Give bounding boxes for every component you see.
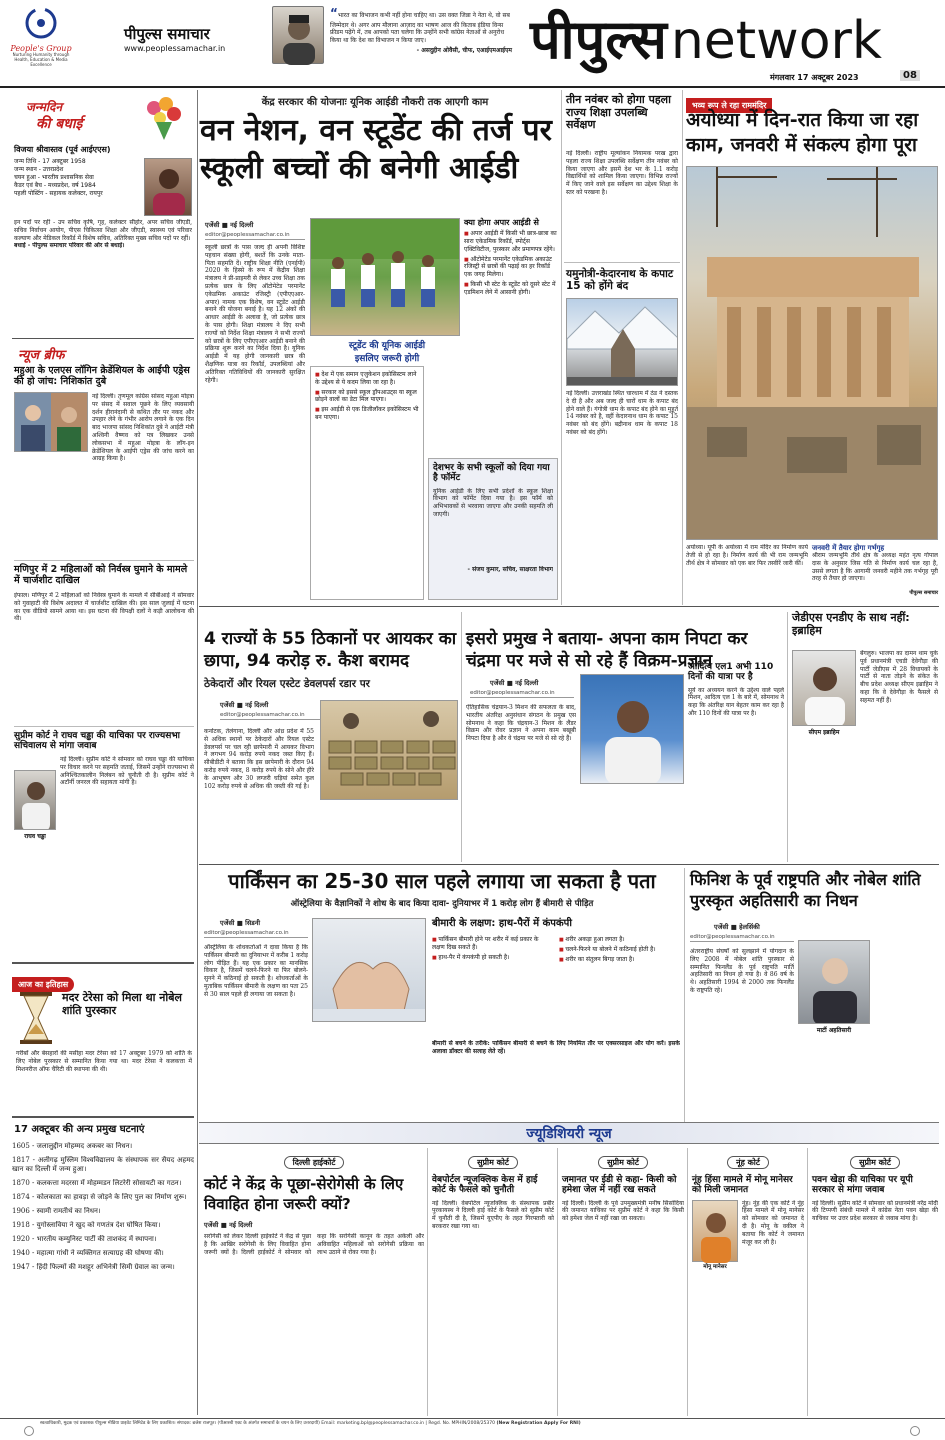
mid-bullet: ■ सरकार को इससे स्कूल ड्रॉपआउट्स या स्कूल छोड़ने वालों का डेटा मिल पाएगा।: [315, 389, 419, 405]
brief-2-title: मणिपुर में 2 महिलाओं को निर्वस्त्र घुमाने के मामले में चार्जशीट दाखिल: [14, 564, 188, 586]
lead-headline: वन नेशन, वन स्टूडेंट की तर्ज पर स्कूली बच्चों की बनेगी आईडी: [200, 113, 552, 187]
symptom-item: ■ शरीर अकड़ा हुआ लगता है।: [559, 936, 680, 944]
jud-3-title: जमानत पर ईडी से कहा- किसी को हमेशा जेल में नहीं रख सकते: [562, 1175, 677, 1196]
jud-1-tag: दिल्ली हाईकोर्ट: [284, 1156, 345, 1169]
jud-col-4: [692, 1150, 804, 1416]
survey-text: नई दिल्ली। राष्ट्रीय मूल्यांकन नियामक परख द्वारा पहला राज्य शिक्षा उपलब्धि सर्वेक्षण तीन नवंबर को किया जाएगा और इसमें देश भर के 1.1 करोड़ विद्यार्थियों को शामिल किया जाएगा। विभिन्न राज्यों में किए जाने वाले इस सर्वेक्षण का उद्देश्य शिक्षा के स्तर को परखना है।: [566, 150, 678, 196]
finland-email: editor@peoplessamachar.co.in: [690, 934, 794, 942]
lead-text: स्कूली छात्रों के पास जल्द ही अपनी विशिष्ट पहचान संख्या होगी, बशर्ते कि उनके माता-पिता सहमति दें। राष्ट्रीय शिक्षा नीति (एनईपी) 2020 के हिस्से के रूप में केंद्रीय शिक्षा मंत्रालय ने प्री-प्राइमरी से लेकर उच्च शिक्षा तक प्रत्येक छात्र के लिए ऑटोमेटेड परमानेंट एकेडमिक अकाउंट रजिस्ट्री (एपीएएआर-अपार) नामक एक विशेष, वन स्टूडेंट आईडी बनाने की योजना बनाई है। यह 12 अंकों की आधार आईडी के अलावा है, जो प्रत्येक छात्र के पास होगी। शिक्षा मंत्रालय ने दिए सभी राज्यों को निर्देश शिक्षा मंत्रालय ने सभी राज्यों को छात्रों के लिए एपीएएआर आईडी बनाने की प्रक्रिया शुरू करने का निर्देश दिया है। यूनिक आईडी में यह होगी जानकारी छात्र की शैक्षणिक यात्रा का रिकॉर्ड, उपलब्धियां और अतिरिक्त गतिविधियों की जानकारी सुरक्षित रहेगी।: [205, 244, 305, 384]
ram-tag: भव्य रूप ले रहा राममंदिर: [686, 93, 772, 113]
raid-text-2: [320, 804, 458, 858]
person-silhouette-icon: [793, 651, 856, 726]
event-item: 1947 - हिंदी फिल्मों की मशहूर अभिनेत्री सिमी ग्रेवाल का जन्म।: [12, 1263, 175, 1272]
parkinson-photo: [312, 918, 426, 1022]
isro-headline: इसरो प्रमुख ने बताया- अपना काम निपटा कर चंद्रमा पर मजे से सो रहे हैं विक्रम-प्रज्ञान: [466, 629, 748, 672]
lead-mid-bullets: [310, 366, 424, 600]
lead-kicker: केंद्र सरकार की योजनाः यूनिक आईडी नौकरी तक आएगी काम: [261, 97, 489, 108]
event-item: 1940 - महात्मा गांधी ने व्यक्तिगत सत्याग्रह की घोषणा की।: [12, 1249, 164, 1258]
parkinson-headline: पार्किंसन का 25-30 साल पहले लगाया जा सकता है पता: [228, 869, 656, 893]
birthday-wish: बधाई - पीपुल्स समाचार परिवार की ओर से बधाई।: [14, 242, 125, 250]
isro-byline: एजेंसी ■ नई दिल्ली: [490, 679, 539, 687]
finland-caption: मार्टी अहतिसारी: [816, 1027, 852, 1034]
ram-headline: अयोध्या में दिन-रात किया जा रहा काम, जनवरी में संकल्प होगा पूरा: [686, 109, 919, 156]
birthday-photo: [144, 158, 192, 216]
kedarnath-title: यमुनोत्री-केदारनाथ के कपाट 15 को होंगे बंद: [566, 268, 674, 293]
event-item: 1920 - भारतीय कम्युनिस्ट पार्टी की ताशकंद में स्थापना।: [12, 1235, 157, 1244]
history-title: मदर टेरेसा को मिला था नोबेल शांति पुरस्कार: [62, 991, 182, 1017]
jud-3-tag: सुप्रीम कोर्ट: [598, 1156, 648, 1169]
mid-bullet: ■ देश में एक समान एजुकेशन इकोसिस्टम लाने के उद्देश्य से ये कदम लिया जा रहा है।: [315, 371, 419, 387]
format-box-title: देशभर के सभी स्कूलों को दिया गया है फॉर्मेट: [433, 463, 550, 484]
raid-email: editor@peoplessamachar.co.in: [220, 712, 320, 720]
footer-rni: (New Registration Apply For RNI): [496, 1421, 581, 1426]
parkinson-text: ऑस्ट्रेलिया के शोधकर्ताओं ने दावा किया है कि पार्किंसन बीमारी का दुनियाभर में करीब 1 करोड़ लोग पीड़ित हैं। यह एक प्रकार का मानसिक विकार है, जिसमें चलने-फिरने या फिर बोलने-सुनने में कठिनाई हो सकती है। शोधकर्ताओं के मुताबिक पार्किंसन बीमारी के लक्षण का पता 25 से 30 साल पहले ही लगाया जा सकता है।: [204, 944, 308, 998]
birthday-text: इन पदों पर रहीं - उप सचिव कृषि, गृह, कलेक्टर सीहोर, अपर सचिव जीएडी, सचिव निर्वाचन आयोग, पीएस चिकित्सा शिक्षा और जीएडी, स्वास्थ्य एवं परिवार कल्याण और मेडिकल रिकॉर्ड में विशेष सचिव, अतिरिक्त मुख्य सचिव पदों पर रहीं।: [14, 219, 192, 242]
raid-byline: एजेंसी ■ नई दिल्ली: [220, 701, 269, 709]
isro-text: ऐतिहासिक चंद्रयान-3 मिशन की सफलता के बाद, भारतीय अंतरिक्ष अनुसंधान संगठन के प्रमुख एस सोमनाथ ने कहा कि चंद्रयान-3 मिशन के लैंडर विक्रम और रोवर प्रज्ञान ने अपना काम बखूबी निपटा दिया है और वे चंद्रमा पर मजे से सो रहे हैं।: [466, 704, 576, 743]
symptom-item: ■ हाथ-पैर में कंपकंपी हो सकती है।: [432, 954, 553, 962]
jud-1-text: सरोगेसी को लेकर दिल्ली हाईकोर्ट ने केंद्र से पूछा है कि आखिर सरोगेसी के लिए विवाहित होना जरूरी क्यों है। दिल्ली हाईकोर्ट ने सोमवार को कहा कि सरोगेसी कानून के तहत अकेली और अविवाहित महिलाओं को सरोगेसी प्रक्रिया का लाभ उठाने से रोका गया है।: [204, 1233, 424, 1256]
hourglass-image: [16, 990, 56, 1046]
events-title: 17 अक्टूबर की अन्य प्रमुख घटनाएं: [14, 1124, 145, 1135]
raid-photo: [320, 700, 458, 800]
event-item: 1918 - युगोस्लाविया ने खुद को गणतंत्र देश घोषित किया।: [12, 1221, 161, 1230]
jud-5-title: पवन खेड़ा की याचिका पर यूपी सरकार से मांगा जवाब: [812, 1175, 913, 1196]
person-silhouette-icon: [799, 941, 870, 1024]
person-silhouette-icon: [581, 675, 684, 784]
jud-col-2: [432, 1150, 554, 1416]
format-box-text: यूनिक आईडी के लिए सभी प्रदेशों के स्कूल शिक्षा विभाग को फॉर्मेट दिया गया है। इस फॉर्म को अभिभावकों से भरवाया जाएगा और उनकी सहमति ली जाएगी।: [433, 487, 553, 519]
side-bullet: ■ किसी भी स्टेट के स्टूडेंट को दूसरे स्टेट में एडमिशन लेने में आसानी होगी।: [464, 281, 558, 297]
jud-2-title: वेबपोर्टल न्यूजक्लिक केस में हाई कोर्ट के फैसले को चुनौती: [432, 1175, 538, 1196]
symptom-item: ■ शरीर का संतुलन बिगड़ जाता है।: [559, 956, 680, 964]
lead-photo-caption: स्टूडेंट की यूनिक आईडी इसलिए जरूरी होगी: [348, 341, 426, 364]
symptom-title: बीमारी के लक्षण: हाथ-पैरों में कंपकंपी: [432, 918, 572, 929]
jds-text: बेंगलुरु। भाजपा का दामन थाम चुके पूर्व प्रधानमंत्री एचडी देवेगौड़ा की पार्टी जेडीएस में 28 विधायकों के पार्टी से नाता तोड़ने के संकेत के बीच प्रदेश अध्यक्ष सीएम इब्राहिम ने कहा कि वे देवेगौड़ा के फैसले से सहमत नहीं हैं।: [860, 650, 938, 704]
birthday-title: जन्मदिन की बधाई: [14, 92, 192, 142]
prevention-text: बीमारी से बचने के तरीके: पार्किंसन बीमारी से बचने के लिए नियमित तौर पर एक्सरसाइज और योग करें। इसके अलावा डॉक्टर की सलाह लेते रहें।: [432, 1040, 680, 1055]
ram-side-text: श्रीराम जन्मभूमि तीर्थ क्षेत्र के अध्यक्ष महंत नृत्य गोपाल दास के अनुसार जिस गति से निर्माण कार्य चल रहा है, उससे लगता है कि आगामी जनवरी महीने तक गर्भगृह पूरी तरह से तैयार हो जाएगा।: [812, 552, 938, 583]
jud-col-5: [812, 1150, 938, 1416]
footer-contact: Email: marketing.bpl@peoplessamachar.co.in | Regd. No. MPHIN/2008/25370: [321, 1421, 496, 1426]
mid-bullet: ■ इस आईडी से एक डिजीलॉकर इकोसिस्टम भी बन पाएगा।: [315, 406, 419, 422]
crop-mark: [910, 1426, 920, 1436]
brief-3-text: नई दिल्ली। सुप्रीम कोर्ट ने सोमवार को राघव चड्ढा की याचिका पर विचार करने पर सहमति जताई, जिसमें उन्होंने राज्यसभा से अनिश्चितकालीन निलंबन को चुनौती दी है। सुप्रीम कोर्ट ने अटॉर्नी जनरल की सहायता मांगी है।: [60, 756, 194, 787]
paper-logo: पीपुल्स समाचार www.peoplessamachar.in: [124, 24, 274, 53]
event-item: 1870 - कलकत्ता मदरसा में मोहम्मडन लिटरेरी सोसायटी का गठन।: [12, 1178, 182, 1187]
masthead: [0, 0, 945, 88]
birthday-detail: जन्म तिथि - 17 अक्टूबर 1958: [14, 158, 86, 165]
finland-text-2: [874, 940, 938, 1120]
raid-text: कर्नाटक, तेलंगाना, दिल्ली और आंध्र प्रदेश में 55 से अधिक स्थानों पर ठेकेदारों और रियल एस्टेट डेवलपर्स पर चल रही छापेमारी में आयकर विभाग ने लगभग 94 करोड़ रुपये नकद जब्त किए हैं। सीबीडीटी ने बताया कि इस छापेमारी के दौरान 94 करोड़ रुपये नकद, 8 करोड़ रुपये के सोने और हीरे के आभूषण और 30 लग्जरी घड़ियां समेत कुल 102 करोड़ रुपये से अधिक की जब्ती की गई है।: [204, 728, 314, 790]
peoples-group-emblem-icon: [24, 6, 58, 40]
birthday-detail: जन्म स्थान - उत्तरप्रदेश: [14, 166, 64, 174]
jud-4-tag: नूंह कोर्ट: [727, 1156, 769, 1169]
cash-bundles-icon: [321, 701, 458, 800]
isro-photo: [580, 674, 684, 784]
temple-construction-icon: [687, 167, 938, 540]
person-silhouette-icon: [273, 7, 325, 65]
jud-col-3: [562, 1150, 684, 1416]
events-box: [12, 1116, 194, 1416]
jud-col-1: [204, 1150, 424, 1416]
brief-3-caption: राघव चड्ढा: [24, 833, 46, 840]
brief-1-title: महुआ के एलएस लॉगिन क्रेडेंशियल के आईपी एड्रेस की हो जांच: निशिकांत दुबे: [14, 365, 190, 387]
hourglass-icon: [16, 990, 56, 1046]
isro-email: editor@peoplessamachar.co.in: [470, 690, 574, 698]
symptom-item: ■ पार्किंसन बीमारी होने पर शरीर में कई प्रकार के लक्षण दिख सकते हैं।: [432, 936, 553, 952]
birthday-detail: कैडर एवं बैच - मध्यप्रदेश, वर्ष 1984: [14, 182, 96, 190]
judiciary-band: ज्यूडिशियरी न्यूज: [199, 1122, 939, 1144]
group-tagline: Nurturing Humanity through Health, Education & Media Excellence: [12, 52, 70, 67]
history-text: गरीबों और बेसहारों की मसीहा मदर टेरेसा को 17 अक्टूबर 1979 को शांति के लिए नोबेल पुरस्कार से सम्मानित किया गया था। मदर टेरेसा ने कलकत्ता में मिशनरीज ऑफ चैरिटी की स्थापना की थी।: [16, 1050, 192, 1073]
kedarnath-text: नई दिल्ली। उत्तराखंड स्थित चारधाम में ठंड ने दस्तक दे दी है और अब जल्द ही चारों धाम के कपाट बंद होने वाले हैं। गंगोत्री धाम के कपाट बंद होने का मुहूर्त 14 नवंबर को है, वहीं केदारनाथ धाम के कपाट 15 नवंबर को बंद होंगे। बद्रीनाथ धाम के कपाट 18 नवंबर को बंद होंगे।: [566, 390, 678, 436]
aditya-text: सूर्य का अध्ययन करने के उद्देश्य वाले पहले मिशन, आदित्य एल 1 के बारे में, सोमनाथ ने कहा कि अंतरिक्ष यान बेहतर काम कर रहा है और 110 दिनों की यात्रा पर है।: [688, 686, 784, 718]
kedarnath-photo: [566, 298, 678, 386]
news-brief-label: न्यूज ब्रीफ: [18, 348, 65, 363]
website-link[interactable]: www.peoplessamachar.in: [124, 44, 226, 53]
temple-mountain-icon: [567, 299, 678, 386]
quote-author: - असदुद्दीन ओवैसी, चीफ, एआईएमआईएम: [416, 46, 512, 54]
quote-photo: [272, 6, 324, 64]
lead-email: editor@peoplessamachar.co.in: [205, 232, 305, 240]
symptom-list: [432, 936, 680, 1036]
flower-bouquet-icon: [134, 92, 190, 142]
jds-title: जेडीएस एनडीए के साथ नहीं: इब्राहिम: [792, 611, 910, 637]
brief-3-title: सुप्रीम कोर्ट ने राघव चड्ढा की याचिका पर राज्यसभा सचिवालय से मांगा जवाब: [14, 731, 181, 752]
parkinson-byline: एजेंसी ■ सिडनी: [220, 919, 261, 927]
history-box: [12, 962, 194, 1112]
issue-date: मंगलवार 17 अक्टूबर 2023: [770, 73, 859, 82]
brief-2-text: इंफाल। मणिपुर में 2 महिलाओं को निर्वस्त्र घुमाने के मामले में सीबीआई ने सोमवार को गुवाहाटी की विशेष अदालत में चार्जशीट दाखिल की। इस साल जुलाई में घटना का एक वीडियो सामने आया था। इस घटना की विपक्षी दलों ने कड़ी आलोचना की थी।: [14, 592, 194, 623]
brief-1-text: नई दिल्ली। तृणमूल कांग्रेस सांसद महुआ मोइत्रा पर संसद में सवाल पूछने के लिए व्यवसायी दर्शन हीरानंदानी से कथित तौर पर नकद और उपहार लेने के गंभीर आरोप लगाने के एक दिन बाद भाजपा सांसद निशिकांत दुबे ने आईटी मंत्री अश्विनी वैष्णव को पत्र लिखकर उनसे लोकसभा में महुआ मोइत्रा के लॉग-इन क्रेडेंशियल के आईपी एड्रेस की जांच करने का आग्रह किया है।: [92, 393, 194, 463]
birthday-box: [14, 92, 192, 332]
format-box-author: - संजय कुमार, सचिव, साक्षरता विभाग: [467, 565, 553, 573]
jud-4-text: नूंह। नूंह की एक कोर्ट ने नूंह हिंसा मामले में मोनू मानेसर को सोमवार को जमानत दे दी है। मोनू के वकील ने बताया कि कोर्ट ने जमानत मंजूर कर ली है।: [742, 1199, 804, 1246]
two-persons-icon: [15, 393, 88, 452]
crop-mark: [24, 1426, 34, 1436]
event-item: 1817 - अलीगढ़ मुस्लिम विश्वविद्यालय के संस्थापक सर सैयद अहमद खान का दिल्ली में जन्म हुआ।: [12, 1155, 194, 1173]
event-item: 1906 - स्वामी रामतीर्थ का निधन।: [12, 1206, 101, 1215]
lead-byline: एजेंसी ■ नई दिल्ली: [205, 221, 254, 229]
jud-5-text: नई दिल्ली। सुप्रीम कोर्ट ने सोमवार को प्रधानमंत्री नरेंद्र मोदी की टिप्पणी संबंधी मामले में कांग्रेस नेता पवन खेड़ा की याचिका पर उत्तर प्रदेश सरकार से जवाब मांगा है।: [812, 1199, 938, 1223]
jud-1-title: कोर्ट ने केंद्र के पूछा-सेरोगेसी के लिए विवाहित होना जरूरी क्यों?: [204, 1175, 404, 1213]
jud-4-caption: मोनू मानेसर: [703, 1263, 727, 1270]
network-title: पीपुल्सnetwork: [530, 8, 883, 71]
side-bullet: ■ अपार आईडी में किसी भी छात्र-छात्रा का सारा एकेडमिक रिकॉर्ड, स्पोर्ट्स एक्टिविटीज, पुरस्कार और प्रमाणपत्र रहेंगे।: [464, 230, 558, 253]
finland-headline: फिनिश के पूर्व राष्ट्रपति और नोबेल शांति पुरस्कृत अहतिसारी का निधन: [690, 870, 921, 910]
page-number: 08: [900, 70, 920, 81]
history-label: आज का इतिहास: [12, 977, 74, 992]
ram-credit: पीपुल्स समाचार: [909, 590, 938, 597]
birthday-detail: पहली पोस्टिंग - सहायक कलेक्टर, रायपुर: [14, 190, 103, 198]
person-silhouette-icon: [693, 1201, 739, 1263]
jud-4-photo: [692, 1200, 738, 1262]
hands-icon: [313, 919, 426, 1022]
jud-1-byline: एजेंसी ■ नई दिल्ली: [204, 1221, 253, 1229]
event-item: 1874 - कोलकाता का हावड़ा से जोड़ने के लिए पुल का निर्माण शुरू।: [12, 1192, 187, 1201]
footer-imprint: स्वत्वाधिकारी, मुद्रक एवं प्रकाशक पीपुल्स मीडिया प्राइवेट लिमिटेड के लिए प्रकाशित। संपादक: ब्रजेश राजपूत। (पीआरबी एक्ट के अंतर्गत समाचारों के चयन के लिए उत्तरदायी): [40, 1421, 320, 1426]
group-name: People's Group: [10, 44, 72, 53]
side-bullet: ■ ऑटोमेटेड परमानेंट एकेडमिक अकाउंट रजिस्ट्री से छात्रों की पढ़ाई का हर रिकॉर्ड एक जगह मिलेगा।: [464, 256, 558, 279]
ram-caption: अयोध्या। यूपी के अयोध्या में राम मंदिर का निर्माण कार्य तेजी से हो रहा है। निर्माण कार्य की भी राम जन्मभूमि तीर्थ क्षेत्र ने सोमवार को एक बार फिर तस्वीरें जारी कीं।: [686, 544, 808, 567]
jud-4-title: नूंह हिंसा मामले में मोनू मानेसर को मिली जमानत: [692, 1175, 793, 1196]
lead-format-box: [428, 458, 558, 600]
birthday-detail: चयन हुआ - भारतीय प्रशासनिक सेवा: [14, 174, 94, 182]
lead-photo: [310, 218, 460, 336]
jud-2-text: नई दिल्ली। वेबपोर्टल न्यूजक्लिक के संस्थापक प्रबीर पुरकायस्थ ने दिल्ली हाई कोर्ट के फैसले को सुप्रीम कोर्ट में चुनौती दी है, जिसमें यूएपीए के तहत गिरफ्तारी को बरकरार रखा गया था।: [432, 1199, 554, 1231]
birthday-name: विजया श्रीवास्तव (पूर्व आईएएस): [14, 145, 111, 154]
event-item: 1605 - जलालुद्दीन मोहम्मद अकबर का निधन।: [12, 1141, 133, 1150]
ram-mandir-photo: [686, 166, 938, 540]
top-quote: “भारत का विभाजन कभी नहीं होना चाहिए था। उस वक्त जिन्ना ने नेता थे, वो सब जिम्मेदार थे। अगर आप मौलाना आज़ाद का भाषण आज की किताब इंडिया विन्स फ्रीडम पढ़ेंगे में, तब आपको पता चलेगा कि उन्होंने सभी कांग्रेस नेताओं से अनुरोध किया था कि देश का विभाजन न किया जाए। - असदुद्दीन ओवैसी, चीफ, एआईएमआईएम: [330, 6, 512, 54]
parkinson-text-2: [312, 1026, 426, 1120]
jds-photo: [792, 650, 856, 726]
brief-1-photo: [14, 392, 88, 452]
symptom-item: ■ चलने-फिरने या बोलने में कठिनाई होती है।: [559, 946, 680, 954]
finland-byline: एजेंसी ■ हेलसिंकी: [714, 923, 760, 931]
school-children-icon: [311, 219, 460, 336]
finland-text: अंतरराष्ट्रीय संघर्षों को सुलझाने में योगदान के लिए 2008 में नोबेल शांति पुरस्कार से सम्मानित फिनलैंड के पूर्व राष्ट्रपति मार्ति अहतिसारी का निधन हो गया है। वे 86 वर्ष के थे। अहतिसारी 1994 से 2000 तक फिनलैंड के राष्ट्रपति रहे।: [690, 948, 794, 994]
raid-sub: ठेकेदारों और रियल एस्टेट डेवलपर्स रडार पर: [204, 678, 370, 690]
ram-side: [812, 544, 938, 600]
isro-text-2: [580, 788, 684, 858]
jud-3-text: नई दिल्ली। दिल्ली के पूर्व उपमुख्यमंत्री मनीष सिसोदिया की जमानत याचिका पर सुप्रीम कोर्ट ने कहा कि किसी को हमेशा जेल में नहीं रखा जा सकता।: [562, 1199, 684, 1223]
jud-2-tag: सुप्रीम कोर्ट: [468, 1156, 518, 1169]
footer: [0, 1418, 945, 1440]
lead-side-title: क्या होगा अपार आईडी से: [464, 218, 539, 227]
person-silhouette-icon: [145, 159, 192, 216]
jds-caption: सीएम इब्राहिम: [808, 729, 840, 736]
brief-3-photo: [14, 770, 56, 830]
survey-title: तीन नवंबर को होगा पहला राज्य शिक्षा उपलब्धि सर्वेक्षण: [566, 93, 671, 132]
parkinson-sub: ऑस्ट्रेलिया के वैज्ञानिकों ने शोध के बाद किया दावा- दुनियाभर में 1 करोड़ लोग हैं बीमारी से पीड़ित: [290, 899, 594, 909]
finland-photo: [798, 940, 870, 1024]
aditya-title: आदित्य एल1 अभी 110 दिनों की यात्रा पर है: [688, 662, 774, 683]
ram-side-title: जनवरी में तैयार होगा गर्भगृह: [812, 544, 885, 552]
aditya-box: [688, 662, 784, 858]
jud-5-tag: सुप्रीम कोर्ट: [850, 1156, 900, 1169]
raid-headline: 4 राज्यों के 55 ठिकानों पर आयकर का छापा, 94 करोड़ रु. कैश बरामद: [204, 629, 457, 672]
person-silhouette-icon: [15, 771, 56, 830]
parkinson-email: editor@peoplessamachar.co.in: [204, 930, 308, 938]
lead-side: [464, 218, 558, 454]
peoples-group-logo: [8, 6, 74, 82]
